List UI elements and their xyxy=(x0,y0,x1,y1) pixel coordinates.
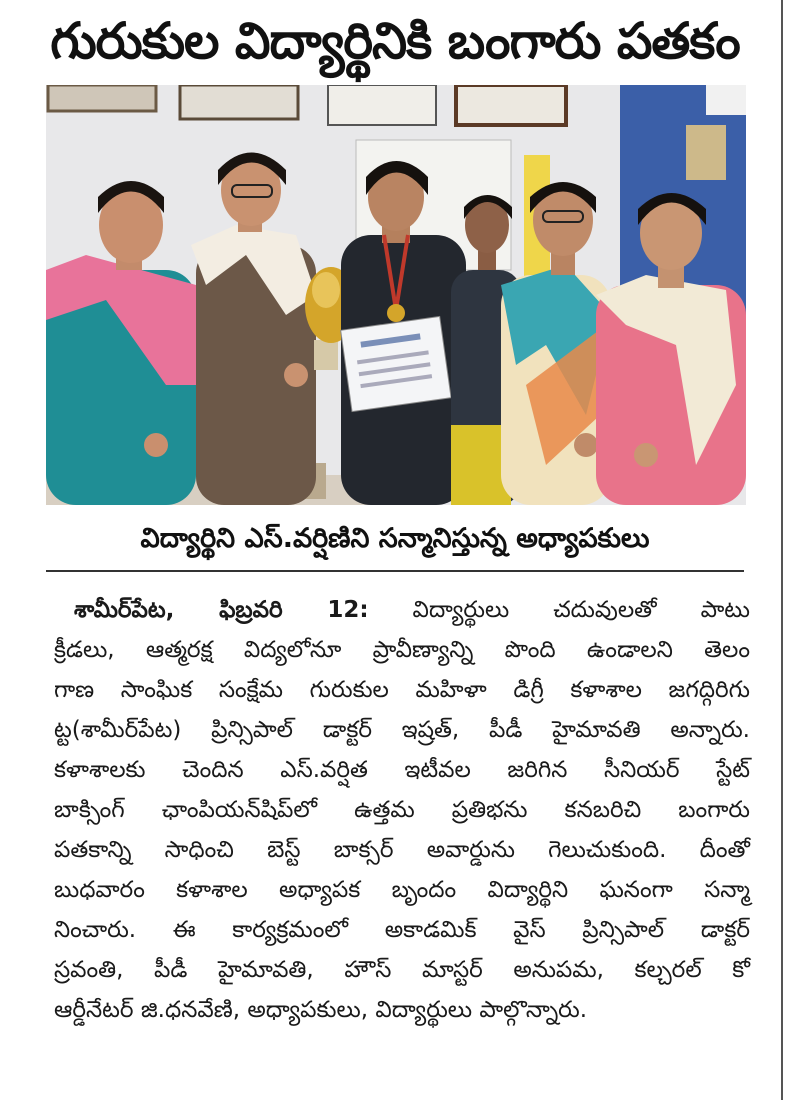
article-line: స్రవంతి, పీడీ హైమావతి, హౌస్ మాస్టర్ అనుపమ, కల్చరల్ కో xyxy=(54,957,750,983)
article-line: ఆర్డీనేటర్ జి.ధనవేణి, అధ్యాపకులు, విద్యార్థులు పాల్గొన్నారు. xyxy=(54,997,588,1023)
article-line: బాక్సింగ్ ఛాంపియన్‌షిప్‌లో ఉత్తమ ప్రతిభను కనబరిచి బంగారు xyxy=(54,797,750,823)
column-rule xyxy=(781,0,783,1100)
headline: గురుకుల విద్యార్థినికి బంగారు పతకం xyxy=(50,12,740,70)
article-body xyxy=(54,590,750,1030)
article-line xyxy=(54,590,750,630)
dateline: శామీర్‌పేట, ఫిబ్రవరి 12: xyxy=(74,597,369,623)
article-text: విద్యార్థులు చదువులతో పాటు xyxy=(412,597,750,623)
article-line: క్రీడలు, ఆత్మరక్ష విద్యలోనూ ప్రావీణ్యాన్ని పొంది ఉండాలని తెలం xyxy=(54,637,750,663)
article-line: గాణ సాంఘిక సంక్షేమ గురుకుల మహిళా డిగ్రీ కళాశాల జగద్గిరిగు xyxy=(54,677,750,703)
photo-caption: విద్యార్థిని ఎస్.వర్షిణిని సన్మానిస్తున్న అధ్యాపకులు xyxy=(140,523,650,554)
article-line: కళాశాలకు చెందిన ఎస్.వర్షిత ఇటీవల జరిగిన సీనియర్ స్టేట్ xyxy=(54,757,750,783)
article-line: ట్ట(శామీర్‌పేట) ప్రిన్సిపాల్ డాక్టర్ ఇష్రత్, పీడీ హైమావతి అన్నారు. xyxy=(54,717,750,743)
news-photo xyxy=(46,85,746,505)
article-line: బుధవారం కళాశాల అధ్యాపక బృందం విద్యార్థిని ఘనంగా సన్మా xyxy=(54,877,750,903)
caption-box xyxy=(46,508,744,572)
article-line: పతకాన్ని సాధించి బెస్ట్ బాక్సర్ అవార్డును గెలుచుకుంది. దీంతో xyxy=(54,837,750,863)
photo-illustration xyxy=(46,85,746,505)
article-line: నించారు. ఈ కార్యక్రమంలో అకాడమిక్ వైస్ ప్రిన్సిపాల్ డాక్టర్ xyxy=(54,917,750,943)
